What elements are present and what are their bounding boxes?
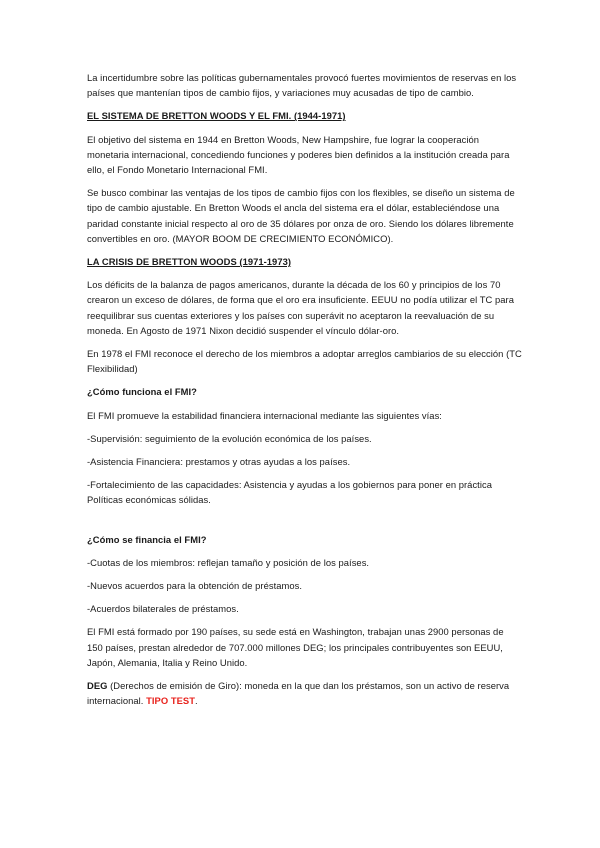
crisis-paragraph-2: En 1978 el FMI reconoce el derecho de los miembros a adoptar arreglos cambiarios de su elección (TC Flexibilidad) xyxy=(87,348,522,375)
crisis-paragraph-1: Los déficits de la balanza de pagos americanos, durante la década de los 60 y principios de los 70 crearon un exceso de dólares, de forma que el oro era insuficiente. EEUU no podía utilizar el TC para reequilibrar sus cuentas exteriores y los países con superávit no aceptaron la reevaluación de su moneda. En Agosto de 1971 Nixon decidió suspender el vínculo dólar-oro. xyxy=(87,279,514,336)
deg-term: DEG xyxy=(87,680,108,692)
financing-item-bilateral: -Acuerdos bilaterales de préstamos. xyxy=(87,603,239,615)
how-works-item-capacity: -Fortalecimiento de las capacidades: Asistencia y ayudas a los gobiernos para poner en práctica Políticas económicas sólidas. xyxy=(87,479,492,506)
section-heading-crisis: LA CRISIS DE BRETTON WOODS (1971-1973) xyxy=(87,256,292,268)
deg-paragraph xyxy=(87,678,522,708)
deg-definition: (Derechos de emisión de Giro): moneda en la que dan los préstamos, son un activo de reserva internacional. xyxy=(87,680,510,707)
section-heading-how-works: ¿Cómo funciona el FMI? xyxy=(87,386,197,398)
bretton-woods-paragraph-1: El objetivo del sistema en 1944 en Bretton Woods, New Hampshire, fue lograr la cooperación monetaria internacional, concediendo funciones y poderes bien definidos a la institución creada para ello, el Fondo Monetario Internacional FMI. xyxy=(87,133,510,176)
deg-period: . xyxy=(195,695,198,707)
how-works-intro: El FMI promueve la estabilidad financiera internacional mediante las siguientes vías: xyxy=(87,409,442,421)
how-works-item-assistance: -Asistencia Financiera: prestamos y otras ayudas a los países. xyxy=(87,456,351,468)
tipo-test-tag: TIPO TEST xyxy=(146,695,196,707)
section-heading-bretton-woods: EL SISTEMA DE BRETTON WOODS Y EL FMI. (1944-1971) xyxy=(87,110,346,122)
financing-item-quotas: -Cuotas de los miembros: reflejan tamaño y posición de los países. xyxy=(87,556,370,568)
section-heading-financing: ¿Cómo se financia el FMI? xyxy=(87,533,207,545)
spacer xyxy=(87,516,522,532)
how-works-item-supervision: -Supervisión: seguimiento de la evolución económica de los países. xyxy=(87,432,372,444)
intro-paragraph: La incertidumbre sobre las políticas gubernamentales provocó fuertes movimientos de reservas en los países que mantenían tipos de cambio fijos, y variaciones muy acusadas de tipo de cambio. xyxy=(87,72,517,99)
bretton-woods-paragraph-2: Se busco combinar las ventajas de los tipos de cambio fijos con los flexibles, se diseño un sistema de tipo de cambio ajustable. En Bretton Woods el ancla del sistema era el dólar, estableciéndose una paridad constante inicial respecto al oro de 35 dólares por onza de oro. Siendo los dólares libremente convertibles en oro. (MAYOR BOOM DE CRECIMIENTO ECONÓMICO). xyxy=(87,187,515,244)
financing-paragraph: El FMI está formado por 190 países, su sede está en Washington, trabajan unas 2900 personas de 150 países, prestan alrededor de 707.000 millones DEG; los principales contribuyentes son EEUU, Japón, Alemania, Italia y Reino Unido. xyxy=(87,626,504,668)
financing-item-new-agreements: -Nuevos acuerdos para la obtención de préstamos. xyxy=(87,580,303,592)
